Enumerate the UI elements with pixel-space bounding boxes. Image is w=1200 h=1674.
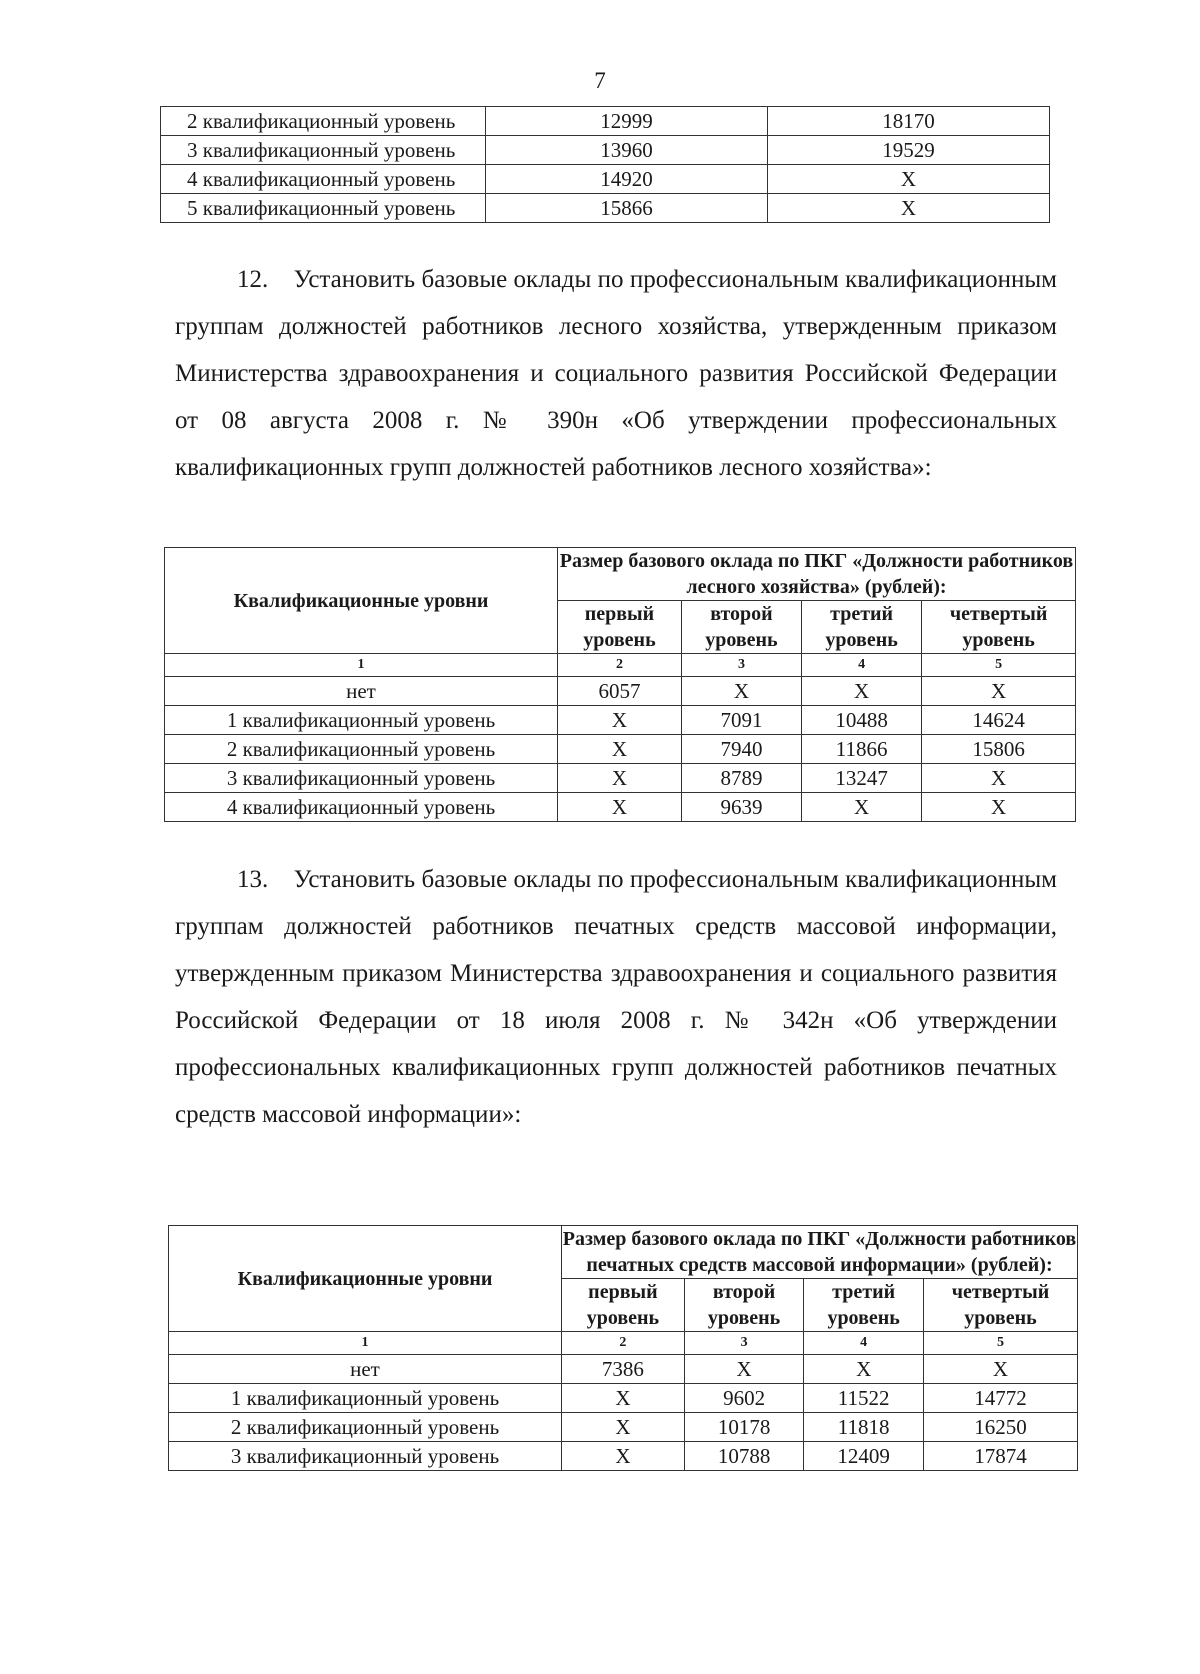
page-number: 7 <box>594 68 606 93</box>
paragraph-12-text: Установить базовые оклады по профессиональным квалификационным группам должностей работников лесного хозяйства, утвержденным приказом Министерства здравоохранения и социального развития Российской Федерации от 08 августа 2008 г. № 390н «Об утверждении профессиональных квалификационных групп должностей работников лесного хозяйства»: <box>175 266 1058 481</box>
value-cell: Х <box>558 706 682 735</box>
table-row <box>165 764 1076 793</box>
column-header: четвертый уровень <box>922 601 1076 654</box>
press-salary-table-body <box>169 1355 1078 1471</box>
value-cell: 15806 <box>922 735 1076 764</box>
level-cell: 3 квалификационный уровень <box>169 1442 562 1471</box>
table-row <box>165 735 1076 764</box>
value-cell: Х <box>558 735 682 764</box>
column-header: третий уровень <box>801 601 921 654</box>
forestry-col-numbers <box>165 654 1076 677</box>
table-row <box>165 793 1076 822</box>
paragraph-13-number: 13. <box>237 866 269 893</box>
table-row <box>169 1384 1078 1413</box>
value-cell: 10488 <box>801 706 921 735</box>
value-cell: 10788 <box>684 1442 803 1471</box>
value-cell: 12409 <box>804 1442 924 1471</box>
value-cell: 7386 <box>562 1355 685 1384</box>
level-cell: 1 квалификационный уровень <box>165 706 558 735</box>
forestry-salary-table-body <box>165 677 1076 822</box>
value-cell: 8789 <box>681 764 801 793</box>
press-col-numbers <box>169 1332 1078 1355</box>
column-header: второй уровень <box>681 601 801 654</box>
level-cell: 2 квалификационный уровень <box>165 735 558 764</box>
value-cell: Х <box>562 1442 685 1471</box>
forestry-right-header: Размер базового оклада по ПКГ «Должности работников лесного хозяйства» (рублей): <box>558 548 1076 601</box>
level-cell: нет <box>165 677 558 706</box>
level-cell: 2 квалификационный уровень <box>161 107 486 136</box>
salary-table-continued <box>160 106 1050 223</box>
column-number: 2 <box>562 1332 685 1355</box>
value-cell: 11522 <box>804 1384 924 1413</box>
value-cell: Х <box>562 1413 685 1442</box>
value-cell: Х <box>804 1355 924 1384</box>
value-cell: 13960 <box>486 136 768 165</box>
value-cell: 16250 <box>923 1413 1077 1442</box>
value-cell: 12999 <box>486 107 768 136</box>
table-row <box>161 165 1050 194</box>
table-row <box>161 107 1050 136</box>
value-cell: Х <box>801 793 921 822</box>
table-row <box>161 194 1050 223</box>
paragraph-12 <box>175 256 1057 491</box>
value-cell: Х <box>923 1355 1077 1384</box>
value-cell: 11866 <box>801 735 921 764</box>
column-number: 3 <box>684 1332 803 1355</box>
value-cell: 14772 <box>923 1384 1077 1413</box>
table-row <box>165 677 1076 706</box>
value-cell: 9639 <box>681 793 801 822</box>
value-cell: Х <box>558 793 682 822</box>
value-cell: Х <box>558 764 682 793</box>
level-cell: 2 квалификационный уровень <box>169 1413 562 1442</box>
value-cell: Х <box>922 764 1076 793</box>
forestry-salary-table-head <box>165 548 1076 677</box>
column-header: четвертый уровень <box>923 1279 1077 1332</box>
table-row <box>161 136 1050 165</box>
value-cell: 13247 <box>801 764 921 793</box>
value-cell: 14920 <box>486 165 768 194</box>
value-cell: 7091 <box>681 706 801 735</box>
column-header: второй уровень <box>684 1279 803 1332</box>
table-row <box>169 1442 1078 1471</box>
column-number: 3 <box>681 654 801 677</box>
value-cell: Х <box>768 165 1050 194</box>
column-number: 1 <box>165 654 558 677</box>
level-cell: 5 квалификационный уровень <box>161 194 486 223</box>
level-cell: 4 квалификационный уровень <box>161 165 486 194</box>
press-left-header: Квалификационные уровни <box>169 1226 562 1332</box>
value-cell: Х <box>922 677 1076 706</box>
value-cell: 9602 <box>684 1384 803 1413</box>
value-cell: Х <box>801 677 921 706</box>
column-number: 4 <box>801 654 921 677</box>
column-header: первый уровень <box>562 1279 685 1332</box>
paragraph-13 <box>175 856 1057 1138</box>
column-number: 5 <box>923 1332 1077 1355</box>
table-row <box>165 706 1076 735</box>
press-salary-table <box>168 1225 1078 1471</box>
value-cell: 19529 <box>768 136 1050 165</box>
value-cell: Х <box>681 677 801 706</box>
level-cell: 3 квалификационный уровень <box>161 136 486 165</box>
press-right-header: Размер базового оклада по ПКГ «Должности работников печатных средств массовой информации» (рублей): <box>562 1226 1078 1279</box>
value-cell: 18170 <box>768 107 1050 136</box>
value-cell: Х <box>684 1355 803 1384</box>
table-row <box>169 1413 1078 1442</box>
column-number: 1 <box>169 1332 562 1355</box>
value-cell: 7940 <box>681 735 801 764</box>
value-cell: 15866 <box>486 194 768 223</box>
column-header: третий уровень <box>804 1279 924 1332</box>
column-number: 2 <box>558 654 682 677</box>
level-cell: 4 квалификационный уровень <box>165 793 558 822</box>
value-cell: 10178 <box>684 1413 803 1442</box>
level-cell: 1 квалификационный уровень <box>169 1384 562 1413</box>
value-cell: 14624 <box>922 706 1076 735</box>
value-cell: Х <box>562 1384 685 1413</box>
forestry-left-header: Квалификационные уровни <box>165 548 558 654</box>
level-cell: нет <box>169 1355 562 1384</box>
value-cell: Х <box>922 793 1076 822</box>
forestry-salary-table <box>164 547 1076 822</box>
value-cell: 6057 <box>558 677 682 706</box>
value-cell: 17874 <box>923 1442 1077 1471</box>
value-cell: 11818 <box>804 1413 924 1442</box>
column-number: 4 <box>804 1332 924 1355</box>
column-header: первый уровень <box>558 601 682 654</box>
value-cell: Х <box>768 194 1050 223</box>
paragraph-12-number: 12. <box>237 266 269 293</box>
press-salary-table-head <box>169 1226 1078 1355</box>
column-number: 5 <box>922 654 1076 677</box>
salary-table-continued-body <box>161 107 1050 223</box>
level-cell: 3 квалификационный уровень <box>165 764 558 793</box>
table-row <box>169 1355 1078 1384</box>
paragraph-13-text: Установить базовые оклады по профессиональным квалификационным группам должностей работников печатных средств массовой информации, утвержденным приказом Министерства здравоохранения и социального развития Российской Федерации от 18 июля 2008 г. № 342н «Об утверждении профессиональных квалификационных групп должностей работников печатных средств массовой информации»: <box>175 866 1058 1128</box>
